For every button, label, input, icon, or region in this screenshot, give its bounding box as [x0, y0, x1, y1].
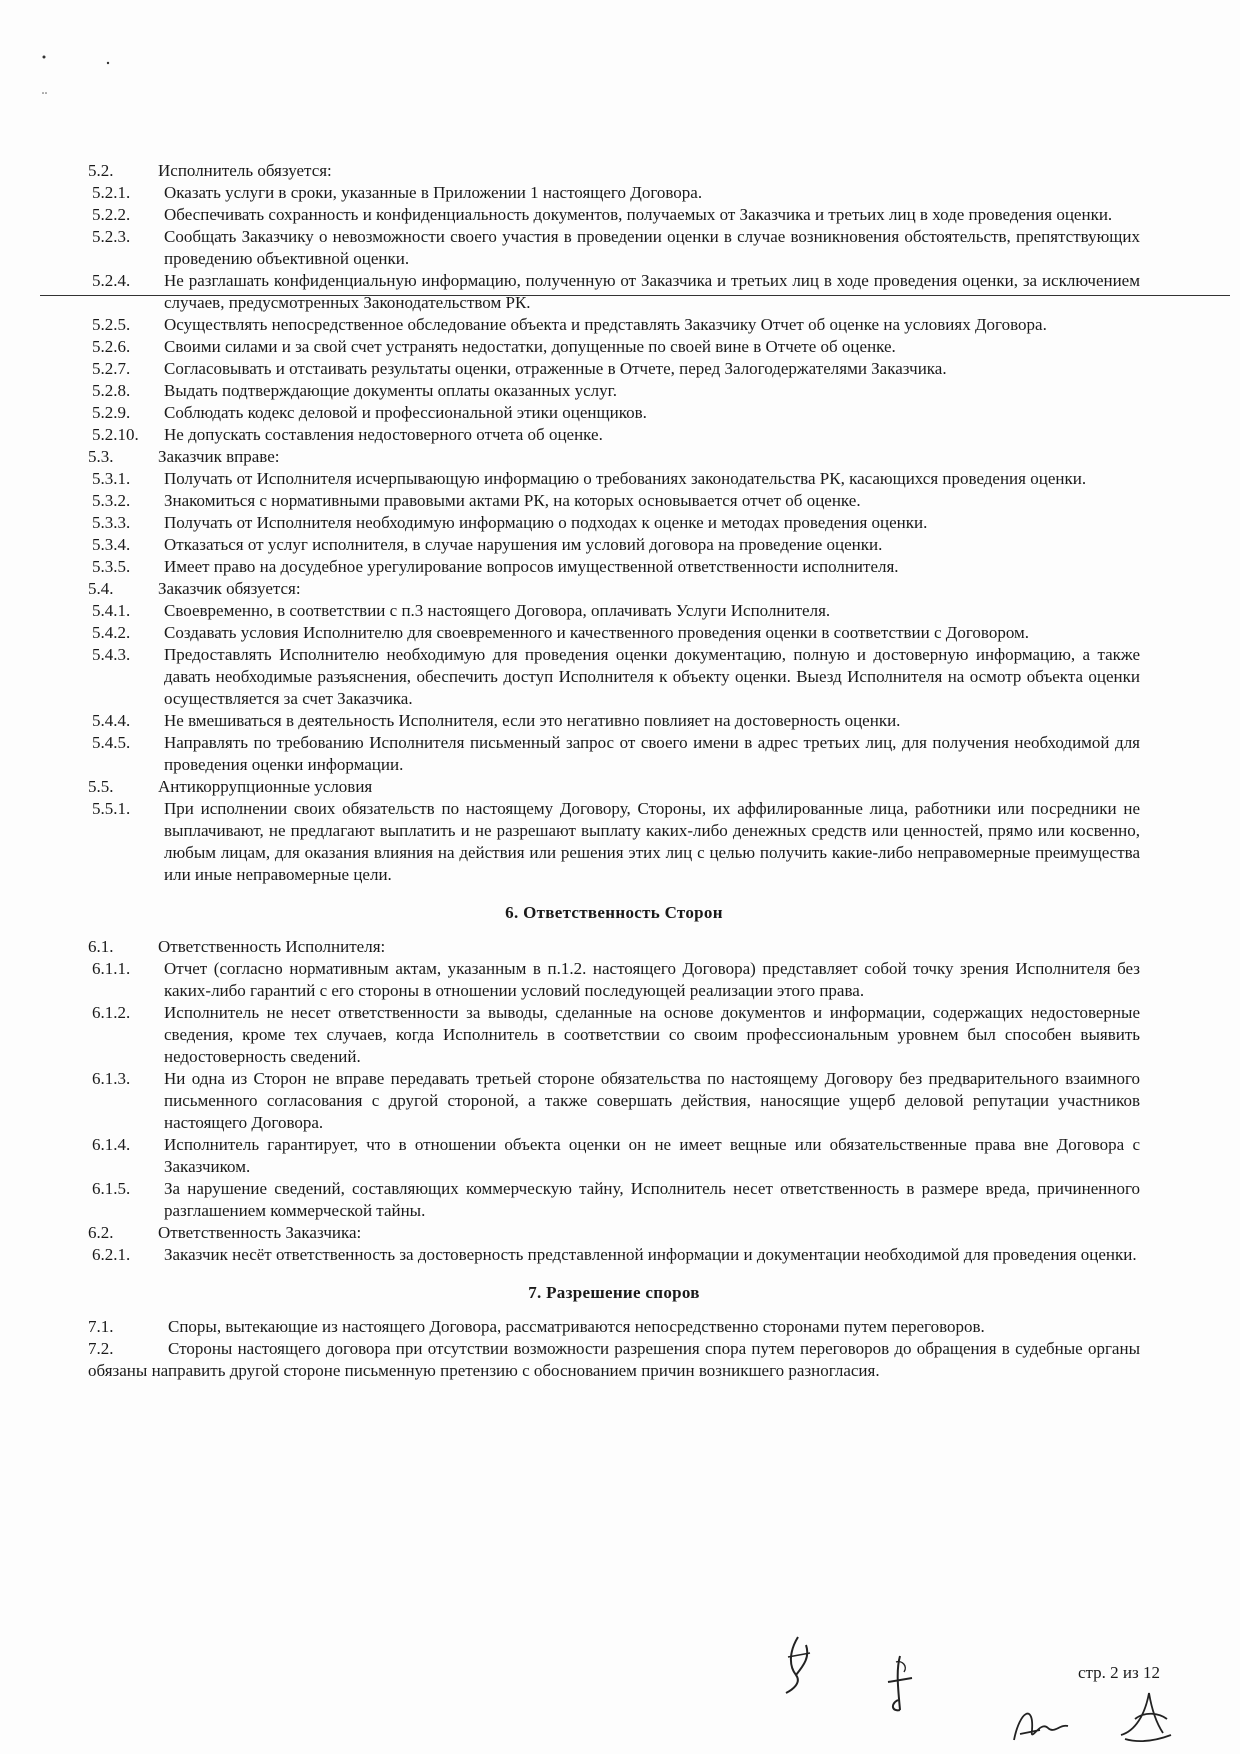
signature-mark-4-graphic	[1115, 1685, 1175, 1745]
clause-item	[88, 1244, 1140, 1266]
clause-text: Согласовывать и отстаивать результаты оценки, отраженные в Отчете, перед Залогодержателями Заказчика.	[164, 359, 947, 378]
clause-number: 5.2.2.	[92, 205, 131, 224]
clause-number: 5.3.2.	[92, 491, 131, 510]
clause-text: Не допускать составления недостоверного отчета об оценке.	[164, 425, 603, 444]
clause-text: Имеет право на досудебное урегулирование вопросов имущественной ответственности исполнителя.	[164, 557, 899, 576]
clause-text: Ответственность Исполнителя:	[158, 937, 386, 956]
clause-number: 5.3.	[88, 447, 114, 466]
clause-text: Своевременно, в соответствии с п.3 настоящего Договора, оплачивать Услуги Исполнителя.	[164, 601, 831, 620]
clause-text: Обеспечивать сохранность и конфиденциальность документов, получаемых от Заказчика и третьих лиц в ходе проведения оценки.	[164, 205, 1113, 224]
clause-text: Осуществлять непосредственное обследование объекта и представлять Заказчику Отчет об оценке на условиях Договора.	[164, 315, 1047, 334]
signature-mark-2	[878, 1652, 922, 1722]
clause-item	[88, 710, 1140, 732]
clause-text: Отчет (согласно нормативным актам, указанным в п.1.2. настоящего Договора) представляет собой точку зрения Исполнителя без каких-либо гарантий с его стороны в отношении условий последующей реализации этого права.	[164, 959, 1140, 1000]
clause-number: 5.2.6.	[92, 337, 131, 356]
clause-text: Отказаться от услуг исполнителя, в случае нарушения им условий договора на проведение оценки.	[164, 535, 883, 554]
clause-number: 7.1.	[88, 1317, 114, 1336]
clause-text: Выдать подтверждающие документы оплаты оказанных услуг.	[164, 381, 617, 400]
clause-item	[88, 182, 1140, 204]
clause-heading	[88, 776, 1140, 798]
clause-text: Исполнитель не несет ответственности за выводы, сделанные на основе документов и информации, содержащих недостоверные сведения, кроме тех случаев, когда Исполнитель в соответствии со своим профессиональным уровнем был способен выявить недостоверность сведений.	[164, 1003, 1140, 1066]
clause-item	[88, 490, 1140, 512]
clause-item	[88, 314, 1140, 336]
clause-text: Стороны настоящего договора при отсутствии возможности разрешения спора путем переговоров до обращения в судебные органы обязаны направить другой стороне письменную претензию с обоснованием причин возникшего разногласия.	[88, 1339, 1140, 1380]
section-5-list	[88, 160, 1140, 886]
clause-text: Заказчик вправе:	[158, 447, 280, 466]
clause-text: Антикоррупционные условия	[158, 777, 373, 796]
clause-item	[88, 1178, 1140, 1222]
clause-item	[88, 600, 1140, 622]
clause-heading	[88, 936, 1140, 958]
clause-item	[88, 1068, 1140, 1134]
signature-mark-3-graphic	[1010, 1700, 1080, 1750]
clause-item	[88, 468, 1140, 490]
clause-text: Предоставлять Исполнителю необходимую для проведения оценки документацию, полную и достоверную информацию, а также давать необходимые разъяснения, обеспечить доступ Исполнителя к объекту оценки. Выезд Исполнителя на осмотр объекта оценки осуществляется за счет Заказчика.	[164, 645, 1140, 708]
clause-number: 6.1.3.	[92, 1069, 131, 1088]
section-7-list	[88, 1316, 1140, 1382]
signature-mark-4	[1115, 1685, 1175, 1751]
clause-number: 5.2.9.	[92, 403, 131, 422]
clause-item	[88, 512, 1140, 534]
signature-mark-3	[1010, 1700, 1080, 1756]
clause-text: Не вмешиваться в деятельность Исполнителя, если это негативно повлияет на достоверность оценки.	[164, 711, 901, 730]
signature-mark-1	[780, 1635, 820, 1701]
clause-text: При исполнении своих обязательств по настоящему Договору, Стороны, их аффилированные лица, работники или посредники не выплачивают, не предлагают выплатить и не разрешают выплату каких-либо денежных средств или ценностей, прямо или косвенно, любым лицам, для оказания влияния на действия или решения этих лиц с целью получить какие-либо неправомерные преимущества или иные неправомерные цели.	[164, 799, 1140, 884]
clause-number: 7.2.	[88, 1339, 114, 1358]
clause-text: Получать от Исполнителя исчерпывающую информацию о требованиях законодательства РК, касающихся проведения оценки.	[164, 469, 1087, 488]
clause-item	[88, 1134, 1140, 1178]
clause-text: Сообщать Заказчику о невозможности своего участия в проведении оценки в случае возникновения обстоятельств, препятствующих проведению объективной оценки.	[164, 227, 1140, 268]
scan-specks	[40, 55, 120, 111]
clause-item	[88, 556, 1140, 578]
clause-paragraph	[88, 1338, 1140, 1382]
clause-number: 5.5.1.	[92, 799, 131, 818]
clause-item	[88, 798, 1140, 886]
clause-text: Не разглашать конфиденциальную информацию, полученную от Заказчика и третьих лиц в ходе проведения оценки, за исключением случаев, предусмотренных Законодательством РК.	[164, 271, 1140, 312]
clause-item	[88, 358, 1140, 380]
clause-number: 6.1.2.	[92, 1003, 131, 1022]
clause-item	[88, 380, 1140, 402]
clause-item	[88, 622, 1140, 644]
clause-number: 5.4.3.	[92, 645, 131, 664]
clause-number: 5.4.4.	[92, 711, 131, 730]
clause-text: Знакомиться с нормативными правовыми актами РК, на которых основывается отчет об оценке.	[164, 491, 861, 510]
clause-item	[88, 424, 1140, 446]
clause-text: Оказать услуги в сроки, указанные в Приложении 1 настоящего Договора.	[164, 183, 703, 202]
clause-text: Ни одна из Сторон не вправе передавать третьей стороне обязательства по настоящему Договору без предварительного взаимного письменного согласования с другой стороной, а также совершать действия, наносящие ущерб деловой репутации участников настоящего Договора.	[164, 1069, 1140, 1132]
clause-text: Исполнитель гарантирует, что в отношении объекта оценки он не имеет вещные или обязательственные права вне Договора с Заказчиком.	[164, 1135, 1140, 1176]
clause-number: 5.2.	[88, 161, 114, 180]
clause-number: 5.2.7.	[92, 359, 131, 378]
clause-number: 5.3.4.	[92, 535, 131, 554]
clause-number: 6.2.	[88, 1223, 114, 1242]
clause-text: Создавать условия Исполнителю для своевременного и качественного проведения оценки в соответствии с Договором.	[164, 623, 1030, 642]
clause-text: Споры, вытекающие из настоящего Договора, рассматриваются непосредственно сторонами путем переговоров.	[168, 1317, 985, 1336]
clause-item	[88, 270, 1140, 314]
clause-number: 5.2.8.	[92, 381, 131, 400]
clause-number: 6.1.	[88, 937, 114, 956]
clause-heading	[88, 160, 1140, 182]
clause-item	[88, 402, 1140, 424]
clause-item	[88, 336, 1140, 358]
clause-number: 5.2.1.	[92, 183, 131, 202]
page-number: стр. 2 из 12	[1078, 1663, 1160, 1682]
clause-text: Соблюдать кодекс деловой и профессиональной этики оценщиков.	[164, 403, 647, 422]
clause-text: Получать от Исполнителя необходимую информацию о подходах к оценке и методах проведения оценки.	[164, 513, 928, 532]
clause-text: Ответственность Заказчика:	[158, 1223, 362, 1242]
clause-number: 5.2.5.	[92, 315, 131, 334]
clause-text: Своими силами и за свой счет устранять недостатки, допущенные по своей вине в Отчете об оценке.	[164, 337, 896, 356]
clause-number: 5.4.	[88, 579, 114, 598]
clause-paragraph	[88, 1316, 1140, 1338]
clause-number: 5.4.2.	[92, 623, 131, 642]
clause-number: 6.1.5.	[92, 1179, 131, 1198]
clause-number: 5.4.5.	[92, 733, 131, 752]
signature-mark-2-graphic	[878, 1652, 922, 1716]
clause-number: 5.3.5.	[92, 557, 131, 576]
clause-number: 5.2.3.	[92, 227, 131, 246]
clause-item	[88, 1002, 1140, 1068]
signature-mark-1-graphic	[780, 1635, 820, 1695]
clause-item	[88, 204, 1140, 226]
clause-number: 5.2.10.	[92, 425, 139, 444]
clause-item	[88, 732, 1140, 776]
clause-number: 5.3.1.	[92, 469, 131, 488]
clause-text: Заказчик несёт ответственность за достоверность представленной информации и документации необходимой для проведения оценки.	[164, 1245, 1137, 1264]
clause-number: 6.1.4.	[92, 1135, 131, 1154]
clause-item	[88, 644, 1140, 710]
clause-heading	[88, 446, 1140, 468]
clause-number: 5.4.1.	[92, 601, 131, 620]
clause-number: 6.2.1.	[92, 1245, 131, 1264]
scan-specks-graphic	[40, 55, 120, 105]
clause-number: 6.1.1.	[92, 959, 131, 978]
clause-item	[88, 226, 1140, 270]
document-body	[88, 160, 1140, 1382]
clause-item	[88, 534, 1140, 556]
clause-item	[88, 958, 1140, 1002]
clause-heading	[88, 578, 1140, 600]
clause-text: Заказчик обязуется:	[158, 579, 301, 598]
clause-text: Исполнитель обязуется:	[158, 161, 332, 180]
clause-heading	[88, 1222, 1140, 1244]
clause-number: 5.5.	[88, 777, 114, 796]
section-7-heading: 7. Разрешение споров	[528, 1283, 700, 1302]
clause-number: 5.2.4.	[92, 271, 131, 290]
section-6-heading: 6. Ответственность Сторон	[505, 903, 723, 922]
clause-number: 5.3.3.	[92, 513, 131, 532]
clause-text: Направлять по требованию Исполнителя письменный запрос от своего имени в адрес третьих лиц, для получения необходимой для проведения оценки информации.	[164, 733, 1140, 774]
section-6-list	[88, 936, 1140, 1266]
clause-text: За нарушение сведений, составляющих коммерческую тайну, Исполнитель несет ответственность в размере вреда, причиненного разглашением коммерческой тайны.	[164, 1179, 1140, 1220]
